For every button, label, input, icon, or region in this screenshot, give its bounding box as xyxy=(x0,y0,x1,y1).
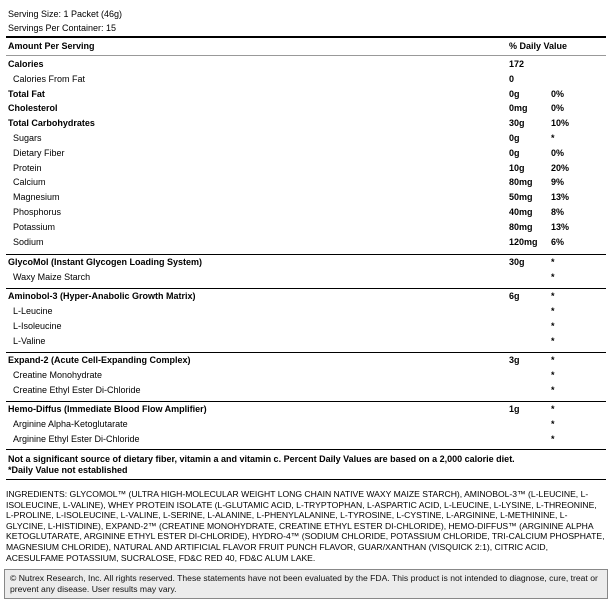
divider-top xyxy=(6,36,606,38)
nutrient-row xyxy=(6,205,606,219)
blend-name: Expand-2 (Acute Cell-Expanding Complex) xyxy=(8,355,191,365)
nutrient-name: Sodium xyxy=(13,236,44,247)
blend-amount: 30g xyxy=(509,257,525,267)
nutrient-row xyxy=(6,57,606,71)
nutrient-daily-value: 0% xyxy=(551,103,565,114)
nutrient-row xyxy=(6,220,606,234)
nutrient-name: Total Fat xyxy=(8,88,45,99)
blend-item-name: Arginine Alpha-Ketoglutarate xyxy=(13,418,128,429)
blend-item-daily-value: * xyxy=(551,320,555,331)
blend-item xyxy=(6,304,606,318)
nutrient-amount: 80mg xyxy=(509,221,533,232)
nutrient-amount: 172 xyxy=(509,59,525,69)
blend-header xyxy=(6,353,606,367)
blend-item-name: L-Leucine xyxy=(13,305,53,316)
nutrient-row xyxy=(6,235,606,249)
nutrient-daily-value: 10% xyxy=(551,118,570,129)
nutrient-name: Magnesium xyxy=(13,192,60,203)
servings-per-container: Servings Per Container: 15 xyxy=(8,23,117,33)
blend-item-name: L-Valine xyxy=(13,335,46,346)
blend-item xyxy=(6,368,606,382)
blend-header xyxy=(6,289,606,303)
nutrient-daily-value: 13% xyxy=(551,221,570,232)
blend-item xyxy=(6,417,606,431)
nutrient-row xyxy=(6,116,606,130)
blend-item-daily-value: * xyxy=(551,369,555,380)
blend-item xyxy=(6,270,606,284)
blend-item-daily-value: * xyxy=(551,418,555,429)
nutrient-amount: 50mg xyxy=(509,192,533,203)
blend-item xyxy=(6,432,606,446)
blend-item-name: Creatine Monohydrate xyxy=(13,369,103,380)
table-header xyxy=(6,39,606,53)
blend-item-name: Waxy Maize Starch xyxy=(13,271,91,282)
nutrient-name: Potassium xyxy=(13,221,56,232)
ingredients-text: INGREDIENTS: GLYCOMOL™ (ULTRA HIGH-MOLECULAR WEIGHT LONG CHAIN NATIVE WAXY MAIZE STARCH), AMINOBOL-3™ (L-LEUCINE, L-ISOLEUCINE, L-VALINE), WHEY PROTEIN ISOLATE (L-GLUTAMIC ACID, L-TRYPTOPHAN, L-ASPARTIC ACID, L-LEUCINE, L-LYSINE, L-THREONINE, L-PROLINE, L-ISOLEUCINE, L-VALINE, L-SERINE, L-ALANINE, L-PHENYLALANINE, L-TYROSINE, L-CYSTINE, L-ARGININE, L-METHININE, L-GLYCINE, L-HISTIDINE), EXPAND-2™ (CREATINE MONOHYDRATE, CREATINE ETHYL ESTER DI-CHLORIDE), HEMO-DIFFUS™ (ARGININE ALPHA KETOGLUTARATE, ARGININE ETHYL ESTER DI-CHLORIDE), HYDRO-4™ (SODIUM CHLORIDE, POTASSIUM CHLORIDE, TRI-CALCIUM PHOSPHATE, MAGNESIUM CHLORIDE), NATURAL AND ARTIFICIAL FLAVOR FRUIT PUNCH FLAVOR, GUAR/XANTHAN (VISQUICK 2:1), CITRIC ACID, ACESULFAME POTASSIUM, SUCRALOSE, FD&C RED 40, FD&C ALUM LAKE. xyxy=(6,489,605,563)
nutrient-amount: 0g xyxy=(509,88,520,99)
nutrient-daily-value: 6% xyxy=(551,236,565,247)
nutrient-name: Sugars xyxy=(13,133,42,143)
nutrient-amount: 80mg xyxy=(509,177,533,188)
blend-item-daily-value: * xyxy=(551,335,555,346)
disclaimer-text: © Nutrex Research, Inc. All rights reserved. These statements have not been evaluated by the FDA. This product is not intended to diagnose, cure, treat or prevent any disease. User results may vary. xyxy=(10,573,598,594)
nutrient-row xyxy=(6,131,606,145)
blend-item-daily-value: * xyxy=(551,384,555,395)
nutrient-row xyxy=(6,87,606,101)
disclaimer-box xyxy=(4,569,608,599)
nutrient-name: Calcium xyxy=(13,177,46,188)
nutrient-amount: 0 xyxy=(509,73,515,84)
blend-name: GlycoMol (Instant Glycogen Loading System) xyxy=(8,257,203,267)
nutrient-amount: 0g xyxy=(509,147,520,158)
nutrient-name: Calories From Fat xyxy=(13,73,86,84)
blend-daily-value: * xyxy=(551,404,555,414)
divider-footnote xyxy=(6,479,606,480)
nutrient-row xyxy=(6,101,606,115)
nutrient-daily-value: * xyxy=(551,133,555,143)
nutrient-name: Calories xyxy=(8,59,44,69)
blend-item-daily-value: * xyxy=(551,305,555,316)
blend-item-daily-value: * xyxy=(551,271,555,282)
nutrient-name: Total Carbohydrates xyxy=(8,118,95,129)
nutrient-daily-value: 0% xyxy=(551,147,565,158)
header-daily-value: % Daily Value xyxy=(509,41,568,51)
nutrient-daily-value: 20% xyxy=(551,162,570,173)
nutrient-row xyxy=(6,175,606,189)
nutrient-name: Dietary Fiber xyxy=(13,147,65,158)
blend-item xyxy=(6,334,606,348)
nutrient-amount: 40mg xyxy=(509,207,533,217)
nutrient-daily-value: 9% xyxy=(551,177,565,188)
blend-item xyxy=(6,383,606,397)
nutrient-name: Phosphorus xyxy=(13,207,62,217)
footnote-not-established: *Daily Value not established xyxy=(8,465,128,475)
header-amount-per-serving: Amount Per Serving xyxy=(8,41,95,51)
nutrient-daily-value: 8% xyxy=(551,207,565,217)
nutrient-amount: 120mg xyxy=(509,236,538,247)
nutrient-daily-value: 13% xyxy=(551,192,570,203)
blend-item-name: Creatine Ethyl Ester Di-Chloride xyxy=(13,384,141,395)
blend-amount: 3g xyxy=(509,355,520,365)
blend-amount: 6g xyxy=(509,291,520,301)
blend-name: Aminobol-3 (Hyper-Anabolic Growth Matrix) xyxy=(8,291,196,301)
serving-size: Serving Size: 1 Packet (46g) xyxy=(8,9,123,19)
blend-item-daily-value: * xyxy=(551,433,555,444)
divider-blends-end xyxy=(6,449,606,450)
nutrient-row xyxy=(6,72,606,86)
blend-amount: 1g xyxy=(509,404,520,414)
blend-name: Hemo-Diffus (Immediate Blood Flow Amplifier) xyxy=(8,404,207,414)
nutrient-row xyxy=(6,161,606,175)
divider-header xyxy=(6,55,606,56)
nutrient-amount: 0g xyxy=(509,133,520,143)
nutrient-name: Cholesterol xyxy=(8,103,58,114)
nutrient-amount: 0mg xyxy=(509,103,528,114)
blend-item-name: Arginine Ethyl Ester Di-Chloride xyxy=(13,433,140,444)
nutrient-row xyxy=(6,146,606,160)
blend-daily-value: * xyxy=(551,291,555,301)
nutrient-amount: 10g xyxy=(509,162,525,173)
blend-header xyxy=(6,402,606,416)
blend-daily-value: * xyxy=(551,257,555,267)
blend-item-name: L-Isoleucine xyxy=(13,320,62,331)
blend-daily-value: * xyxy=(551,355,555,365)
nutrient-daily-value: 0% xyxy=(551,88,565,99)
blend-header xyxy=(6,255,606,269)
footnote-daily-values: Not a significant source of dietary fiber, vitamin a and vitamin c. Percent Daily Values are based on a 2,000 calorie diet. xyxy=(8,454,515,464)
nutrient-name: Protein xyxy=(13,162,42,173)
nutrient-amount: 30g xyxy=(509,118,525,129)
nutrient-row xyxy=(6,190,606,204)
blend-item xyxy=(6,319,606,333)
